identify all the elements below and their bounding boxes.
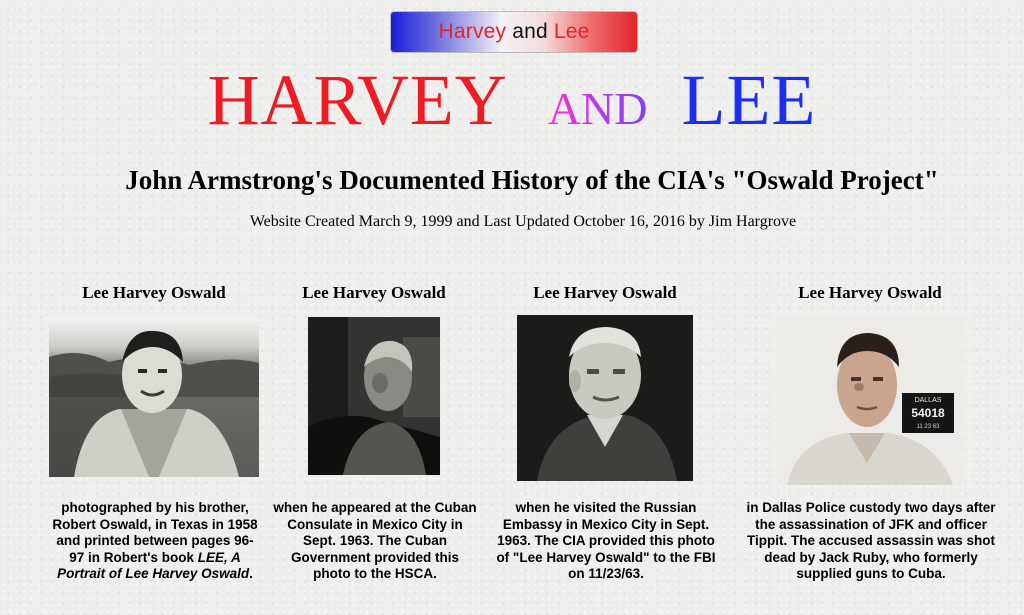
created-updated-line: Website Created March 9, 1999 and Last Updated October 16, 2016 by Jim Hargrove xyxy=(249,213,797,230)
column-4-heading: Lee Harvey Oswald xyxy=(798,283,942,302)
title-and: AND xyxy=(547,83,648,134)
page-title xyxy=(0,56,1024,153)
caption-1-text: photographed by his brother, Robert Oswald, in Texas in 1958 and printed between pages 96-97 in Robert's book xyxy=(52,500,258,565)
placard-line-1: DALLAS xyxy=(914,397,942,404)
photo-3-image xyxy=(517,315,693,481)
banner-harvey-text: Harvey xyxy=(438,20,507,43)
photo-cuban-consulate-1963[interactable] xyxy=(308,317,440,475)
photo-oswald-1958-texas[interactable] xyxy=(49,317,259,477)
column-2-heading: Lee Harvey Oswald xyxy=(302,283,446,302)
photo-4-image xyxy=(777,315,965,485)
placard-date: 11 23 63 xyxy=(916,424,940,430)
page-subtitle: John Armstrong's Documented History of the CIA's "Oswald Project" xyxy=(125,165,939,195)
column-1-heading: Lee Harvey Oswald xyxy=(82,283,226,302)
banner-lee-text: Lee xyxy=(553,20,590,43)
harvey-and-lee-banner-logo[interactable] xyxy=(391,12,637,52)
column-3-heading: Lee Harvey Oswald xyxy=(533,283,677,302)
column-1-caption xyxy=(49,500,261,583)
column-4-caption: in Dallas Police custody two days after the assassination of JFK and officer Tippit. The accused assassin was shot dead by Jack Ruby, who formerly supplied guns to Cuba. xyxy=(746,500,996,581)
photo-dallas-police-custody[interactable] xyxy=(777,315,965,485)
book-title-italic: LEE, A Portrait of Lee Harvey Oswald xyxy=(57,549,250,581)
placard-number: 54018 xyxy=(911,406,945,420)
photo-2-image xyxy=(308,317,440,475)
photo-1-image xyxy=(49,317,259,477)
caption-1-end: . xyxy=(249,566,253,581)
banner-and-text: and xyxy=(512,20,548,43)
photo-russian-embassy-1963[interactable] xyxy=(517,315,693,481)
column-2-caption: when he appeared at the Cuban Consulate in Mexico City in Sept. 1963. The Cuban Government provided this photo to the HSCA. xyxy=(273,500,477,581)
title-lee: LEE xyxy=(681,60,817,140)
title-harvey: HARVEY xyxy=(207,60,508,140)
column-3-caption: when he visited the Russian Embassy in Mexico City in Sept. 1963. The CIA provided this photo of "Lee Harvey Oswald" to the FBI on 11/23/63. xyxy=(496,500,716,581)
